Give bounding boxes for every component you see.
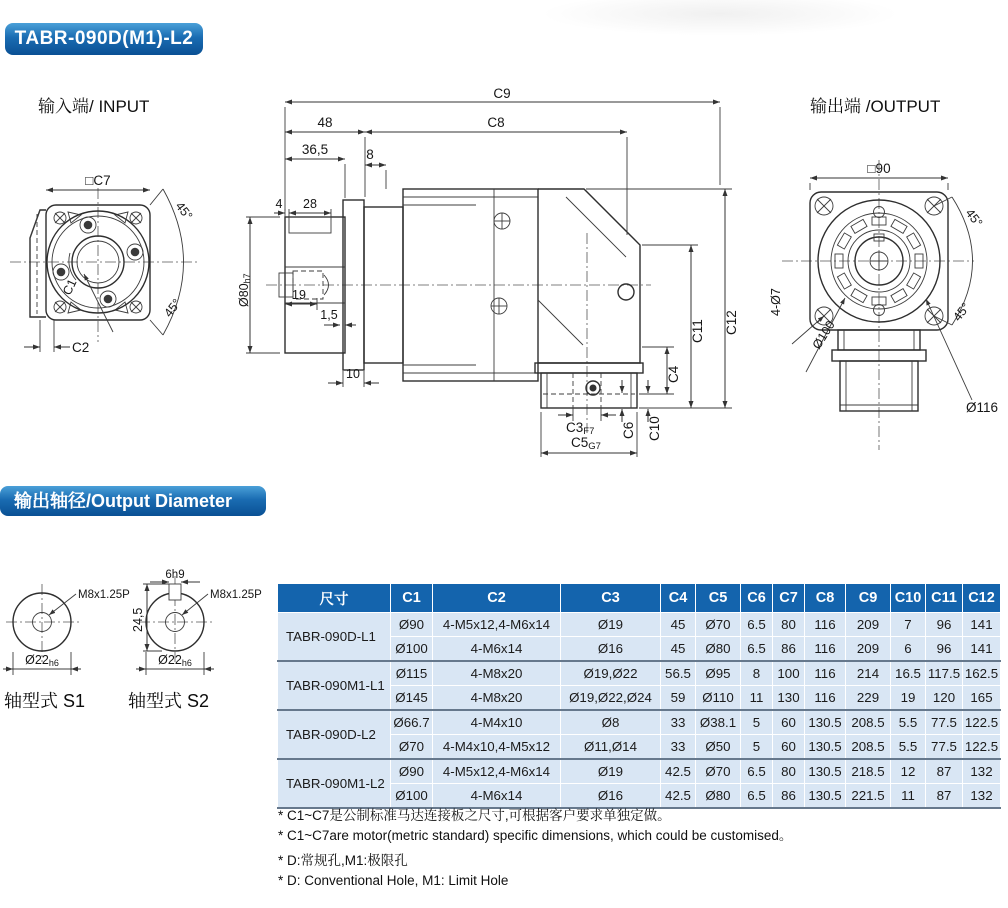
table-cell: Ø95 bbox=[696, 661, 741, 686]
table-cell: 77.5 bbox=[926, 710, 963, 735]
table-cell: 4-M5x12,4-M6x14 bbox=[433, 613, 561, 637]
table-cell: Ø100 bbox=[391, 637, 433, 662]
dim-8: 8 bbox=[366, 147, 374, 162]
table-cell: 130.5 bbox=[805, 784, 846, 809]
dim-angle-bottom: 45° bbox=[161, 296, 185, 320]
table-cell: Ø38.1 bbox=[696, 710, 741, 735]
input-view-title: 输入端/ INPUT bbox=[38, 97, 150, 116]
table-cell: 6.5 bbox=[741, 613, 773, 637]
table-header-cell: C12 bbox=[963, 584, 1001, 613]
table-header-cell: C9 bbox=[846, 584, 891, 613]
table-model-cell: TABR-090M1-L2 bbox=[278, 759, 391, 808]
table-cell: 86 bbox=[773, 784, 805, 809]
footnote: * D: Conventional Hole, M1: Limit Hole bbox=[278, 873, 509, 888]
table-cell: 4-M6x14 bbox=[433, 784, 561, 809]
table-cell: 141 bbox=[963, 637, 1001, 662]
dim-c3: C3F7 bbox=[566, 420, 595, 437]
table-cell: 218.5 bbox=[846, 759, 891, 784]
table-cell: 33 bbox=[661, 710, 696, 735]
table-cell: 221.5 bbox=[846, 784, 891, 809]
dim-28: 28 bbox=[303, 197, 317, 211]
table-cell: 117.5 bbox=[926, 661, 963, 686]
dim-c4: C4 bbox=[666, 365, 681, 383]
table-cell: Ø145 bbox=[391, 686, 433, 711]
dim-c9: C9 bbox=[493, 86, 511, 101]
table-cell: 42.5 bbox=[661, 759, 696, 784]
dim-o116: Ø116 bbox=[965, 400, 999, 415]
table-header-cell: C4 bbox=[661, 584, 696, 613]
table-header-cell: C11 bbox=[926, 584, 963, 613]
table-cell: 16.5 bbox=[891, 661, 926, 686]
dim-4-o7: 4-Ø7 bbox=[769, 288, 783, 316]
table-cell: 116 bbox=[805, 637, 846, 662]
table-header-cell: C7 bbox=[773, 584, 805, 613]
model-badge: TABR-090D(M1)-L2 bbox=[5, 23, 203, 55]
dim-shaft-dia: Ø80h7 bbox=[237, 273, 252, 307]
table-header-cell: C8 bbox=[805, 584, 846, 613]
shaft-s1 bbox=[3, 584, 130, 675]
output-view-title: 输出端 /OUTPUT bbox=[810, 97, 941, 116]
table-cell: 19 bbox=[891, 686, 926, 711]
dim-4: 4 bbox=[275, 197, 283, 211]
table-cell: Ø80 bbox=[696, 637, 741, 662]
scan-artifact bbox=[540, 0, 900, 36]
table-cell: Ø19,Ø22,Ø24 bbox=[561, 686, 661, 711]
output-flange-drawing bbox=[766, 140, 1008, 458]
table-cell: Ø70 bbox=[696, 759, 741, 784]
table-cell: Ø90 bbox=[391, 759, 433, 784]
table-model-cell: TABR-090D-L2 bbox=[278, 710, 391, 759]
table-cell: Ø19 bbox=[561, 759, 661, 784]
table-cell: 4-M4x10,4-M5x12 bbox=[433, 735, 561, 760]
table-cell: 130 bbox=[773, 686, 805, 711]
table-cell: 60 bbox=[773, 710, 805, 735]
table-cell: 4-M5x12,4-M6x14 bbox=[433, 759, 561, 784]
table-cell: 132 bbox=[963, 759, 1001, 784]
shaft-s2-caption: 轴型式 S2 bbox=[128, 691, 210, 711]
table-cell: 6.5 bbox=[741, 784, 773, 809]
table-cell: 45 bbox=[661, 637, 696, 662]
dim-c8: C8 bbox=[487, 115, 505, 130]
table-model-cell: TABR-090M1-L1 bbox=[278, 661, 391, 710]
table-cell: Ø11,Ø14 bbox=[561, 735, 661, 760]
table-cell: 209 bbox=[846, 613, 891, 637]
table-cell: 8 bbox=[741, 661, 773, 686]
footnote: * D:常规孔,M1:极限孔 bbox=[278, 853, 408, 868]
table-cell: 45 bbox=[661, 613, 696, 637]
dim-48: 48 bbox=[317, 115, 333, 130]
dim-s2-depth: 24,5 bbox=[131, 607, 145, 632]
table-cell: 6 bbox=[891, 637, 926, 662]
table-cell: Ø16 bbox=[561, 784, 661, 809]
table-cell: 208.5 bbox=[846, 710, 891, 735]
dim-s2-key: 6h9 bbox=[165, 569, 185, 581]
table-cell: Ø110 bbox=[696, 686, 741, 711]
table-cell: 80 bbox=[773, 613, 805, 637]
table-cell: 162.5 bbox=[963, 661, 1001, 686]
table-cell: 130.5 bbox=[805, 759, 846, 784]
dim-1-5: 1,5 bbox=[320, 308, 338, 322]
input-flange-drawing bbox=[10, 146, 225, 386]
table-cell: 122.5 bbox=[963, 735, 1001, 760]
table-cell: Ø100 bbox=[391, 784, 433, 809]
dim-c5: C5G7 bbox=[571, 435, 601, 452]
dim-angle-top: 45° bbox=[962, 206, 986, 230]
shaft-s1-caption: 轴型式 S1 bbox=[4, 691, 86, 711]
dim-c1: C1 bbox=[60, 276, 80, 298]
table-header-cell: C5 bbox=[696, 584, 741, 613]
table-cell: 96 bbox=[926, 613, 963, 637]
table-cell: Ø8 bbox=[561, 710, 661, 735]
table-cell: 11 bbox=[741, 686, 773, 711]
dim-s2-thread: M8x1.25P bbox=[210, 589, 262, 601]
table-cell: 4-M6x14 bbox=[433, 637, 561, 662]
table-cell: 141 bbox=[963, 613, 1001, 637]
table-cell: Ø16 bbox=[561, 637, 661, 662]
dim-o100: Ø100 bbox=[809, 318, 838, 352]
table-cell: 229 bbox=[846, 686, 891, 711]
table-cell: 214 bbox=[846, 661, 891, 686]
table-cell: 116 bbox=[805, 613, 846, 637]
dim-c11: C11 bbox=[690, 319, 705, 343]
table-cell: Ø19,Ø22 bbox=[561, 661, 661, 686]
table-header-cell: C10 bbox=[891, 584, 926, 613]
table-cell: Ø70 bbox=[696, 613, 741, 637]
table-header-cell: C2 bbox=[433, 584, 561, 613]
table-cell: 130.5 bbox=[805, 710, 846, 735]
dim-s1-dia: Ø22h6 bbox=[25, 653, 59, 668]
table-header-cell: C6 bbox=[741, 584, 773, 613]
dim-c7: □C7 bbox=[85, 173, 111, 188]
table-model-cell: TABR-090D-L1 bbox=[278, 613, 391, 662]
table-cell: 6.5 bbox=[741, 759, 773, 784]
table-cell: Ø115 bbox=[391, 661, 433, 686]
table-cell: 77.5 bbox=[926, 735, 963, 760]
table-cell: 11 bbox=[891, 784, 926, 809]
table-cell: 42.5 bbox=[661, 784, 696, 809]
table-cell: 116 bbox=[805, 686, 846, 711]
table-cell: 209 bbox=[846, 637, 891, 662]
table-cell: 12 bbox=[891, 759, 926, 784]
table-header-cell: C3 bbox=[561, 584, 661, 613]
table-cell: 60 bbox=[773, 735, 805, 760]
table-cell: Ø66.7 bbox=[391, 710, 433, 735]
table-cell: 4-M8x20 bbox=[433, 686, 561, 711]
table-cell: 165 bbox=[963, 686, 1001, 711]
dim-36-5: 36,5 bbox=[301, 142, 329, 157]
table-cell: Ø80 bbox=[696, 784, 741, 809]
table-cell: 5.5 bbox=[891, 735, 926, 760]
table-cell: Ø70 bbox=[391, 735, 433, 760]
table-cell: 130.5 bbox=[805, 735, 846, 760]
table-header-cell: C1 bbox=[391, 584, 433, 613]
output-diameter-header: 输出轴径/Output Diameter bbox=[0, 486, 266, 516]
dim-c10: C10 bbox=[647, 416, 662, 441]
footnote: * C1~C7are motor(metric standard) specific dimensions, which could be customised。 bbox=[278, 828, 793, 843]
dim-c2: C2 bbox=[72, 340, 90, 355]
dim-19: 19 bbox=[292, 288, 306, 302]
dim-c12: C12 bbox=[724, 310, 739, 335]
side-view-drawing bbox=[236, 85, 746, 485]
table-cell: 6.5 bbox=[741, 637, 773, 662]
table-cell: Ø50 bbox=[696, 735, 741, 760]
table-cell: Ø19 bbox=[561, 613, 661, 637]
footnote: * C1~C7是公制标准马达连接板之尺寸,可根据客户要求单独定做。 bbox=[278, 808, 671, 823]
footnotes bbox=[278, 806, 1004, 891]
table-cell: 7 bbox=[891, 613, 926, 637]
dim-10: 10 bbox=[346, 367, 360, 381]
table-cell: 80 bbox=[773, 759, 805, 784]
table-cell: 59 bbox=[661, 686, 696, 711]
dim-angle-bottom: 45° bbox=[950, 300, 974, 324]
table-cell: 5 bbox=[741, 710, 773, 735]
table-cell: 122.5 bbox=[963, 710, 1001, 735]
table-cell: 56.5 bbox=[661, 661, 696, 686]
table-cell: 86 bbox=[773, 637, 805, 662]
table-cell: 208.5 bbox=[846, 735, 891, 760]
dim-angle-top: 45° bbox=[172, 199, 196, 223]
dim-s2-dia: Ø22h6 bbox=[158, 653, 192, 668]
table-cell: 4-M8x20 bbox=[433, 661, 561, 686]
table-cell: 33 bbox=[661, 735, 696, 760]
dim-s1-thread: M8x1.25P bbox=[78, 589, 130, 601]
table-cell: 5 bbox=[741, 735, 773, 760]
table-cell: 96 bbox=[926, 637, 963, 662]
table-cell: 87 bbox=[926, 759, 963, 784]
table-cell: Ø90 bbox=[391, 613, 433, 637]
table-cell: 132 bbox=[963, 784, 1001, 809]
dim-c6: C6 bbox=[621, 421, 636, 439]
table-cell: 100 bbox=[773, 661, 805, 686]
table-cell: 5.5 bbox=[891, 710, 926, 735]
shaft-s2 bbox=[131, 569, 262, 675]
table-cell: 120 bbox=[926, 686, 963, 711]
dim-square-90: □90 bbox=[867, 161, 891, 176]
table-cell: 4-M4x10 bbox=[433, 710, 561, 735]
table-header-cell: 尺寸 bbox=[278, 584, 391, 613]
table-cell: 116 bbox=[805, 661, 846, 686]
table-cell: 87 bbox=[926, 784, 963, 809]
spec-table bbox=[277, 583, 1001, 809]
